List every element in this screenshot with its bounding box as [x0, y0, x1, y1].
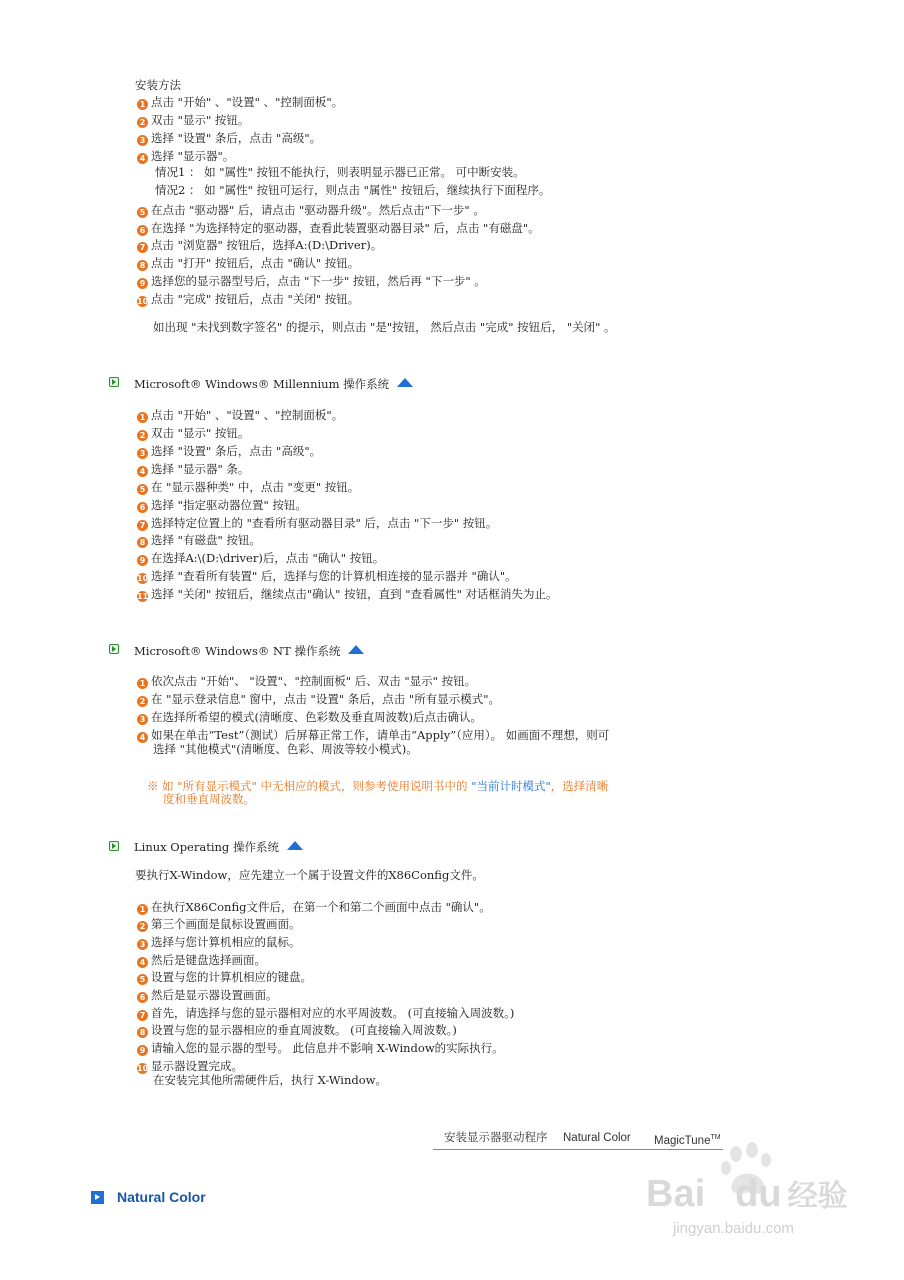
number-badge-icon: 6 [137, 992, 148, 1003]
list-item: 3 选择 "设置" 条后，点击 "高级"。 [137, 443, 321, 459]
install-title: 安装方法 [135, 78, 181, 92]
tab-magictune[interactable]: MagicTune™ [654, 1134, 721, 1147]
timing-mode-link[interactable]: "当前计时模式" [471, 779, 551, 793]
number-badge-icon: 1 [137, 678, 148, 689]
list-item: 9 在选择A:\(D:\driver)后，点击 "确认" 按钮。 [137, 550, 384, 566]
number-badge-icon: 10 [137, 297, 149, 306]
number-badge-icon: 3 [137, 939, 148, 950]
case-2-text: 情况2 ： 如 "属性" 按钮可运行，则点击 "属性" 按钮后，继续执行下面程序。 [155, 183, 551, 197]
number-badge-icon: 3 [137, 448, 148, 459]
list-item: 1 在执行X86Config文件后，在第一个和第二个画面中点击 "确认"。 [137, 899, 491, 915]
list-item: 2 在 "显示登录信息" 窗中，点击 "设置" 条后，点击 "所有显示模式"。 [137, 691, 500, 707]
list-item: 4 然后是键盘选择画面。 [137, 952, 266, 968]
section-play-icon [91, 1191, 104, 1204]
number-badge-icon: 3 [137, 135, 148, 146]
watermark-brand: Bai du 经验 [646, 1173, 848, 1215]
list-item: 7 点击 "浏览器" 按钮后，选择A:(D:\Driver)。 [137, 237, 382, 253]
back-to-top-icon[interactable] [287, 841, 303, 850]
number-badge-icon: 10 [137, 1064, 149, 1073]
number-badge-icon: 7 [137, 242, 148, 253]
number-badge-icon: 5 [137, 484, 148, 495]
number-badge-icon: 6 [137, 502, 148, 513]
number-badge-icon: 1 [137, 904, 148, 915]
list-item: 9 选择您的显示器型号后，点击 "下一步" 按钮，然后再 "下一步" 。 [137, 273, 486, 289]
list-item: 4 如果在单击“Test”（测试）后屏幕正常工作，请单击“Apply”（应用）。 如画面不理想，则可 [137, 727, 609, 743]
list-item: 1 依次点击 "开始"、 "设置"、"控制面板" 后、双击 "显示" 按钮。 [137, 673, 476, 689]
list-item-continuation: 选择 "其他模式"(清晰度、色彩、周波等较小模式)。 [153, 742, 418, 756]
number-badge-icon: 7 [137, 1010, 148, 1021]
section-title-me: Microsoft® Windows® Millennium 操作系统 [134, 376, 413, 392]
list-item: 8 点击 "打开" 按钮后，点击 "确认" 按钮。 [137, 255, 359, 271]
section-arrow-icon [109, 377, 119, 387]
warning-note: ※ 如 "所有显示模式" 中无相应的模式，则参考使用说明书中的 "当前计时模式"，选择清晰 [147, 779, 609, 793]
list-item: 5 在 "显示器种类" 中，点击 "变更" 按钮。 [137, 479, 359, 495]
number-badge-icon: 6 [137, 225, 148, 236]
list-item-continuation: 在安装完其他所需硬件后，执行 X-Window。 [153, 1073, 388, 1087]
list-item: 10 显示器设置完成。 [137, 1059, 243, 1073]
number-badge-icon: 2 [137, 921, 148, 932]
list-item: 6 在选择 "为选择特定的驱动器，查看此装置驱动器目录" 后，点击 "有磁盘"。 [137, 220, 540, 236]
list-item: 6 然后是显示器设置画面。 [137, 987, 278, 1003]
list-item: 4 选择 "显示器" 条。 [137, 461, 249, 477]
list-item: 3 选择 "设置" 条后，点击 "高级"。 [137, 130, 321, 146]
list-item: 11 选择 "关闭" 按钮后，继续点击"确认" 按钮，直到 "查看属性" 对话框消失为止。 [137, 587, 558, 601]
number-badge-icon: 8 [137, 260, 148, 271]
number-badge-icon: 8 [137, 537, 148, 548]
back-to-top-icon[interactable] [348, 645, 364, 654]
case-1-text: 情况1 ： 如 "属性" 按钮不能执行，则表明显示器已正常。 可中断安装。 [155, 165, 525, 179]
back-to-top-icon[interactable] [397, 378, 413, 387]
list-item: 3 在选择所希望的模式(清晰度、色彩数及垂直周波数)后点击确认。 [137, 709, 482, 725]
number-badge-icon: 2 [137, 696, 148, 707]
number-badge-icon: 10 [137, 574, 149, 583]
list-item: 2 双击 "显示" 按钮。 [137, 425, 249, 441]
list-item: 8 设置与您的显示器相应的垂直周波数。 (可直接输入周波数。) [137, 1022, 457, 1038]
number-badge-icon: 9 [137, 555, 148, 566]
number-badge-icon: 11 [137, 592, 149, 601]
tab-install-driver[interactable]: 安装显示器驱动程序 [444, 1132, 548, 1144]
list-item: 7 首先，请选择与您的显示器相对应的水平周波数。 (可直接输入周波数。) [137, 1005, 514, 1021]
warning-note-continuation: 度和垂直周波数。 [163, 792, 255, 806]
number-badge-icon: 7 [137, 520, 148, 531]
number-badge-icon: 3 [137, 714, 148, 725]
linux-intro: 要执行X-Window，应先建立一个属于设置文件的X86Config文件。 [135, 868, 484, 882]
number-badge-icon: 2 [137, 117, 148, 128]
section-arrow-icon [109, 644, 119, 654]
number-badge-icon: 1 [137, 412, 148, 423]
list-item: 10 点击 "完成" 按钮后，点击 "关闭" 按钮。 [137, 292, 360, 306]
watermark-url: jingyan.baidu.com [673, 1220, 794, 1237]
natural-color-heading: Natural Color [117, 1189, 206, 1205]
tab-natural-color[interactable]: Natural Color [563, 1132, 631, 1144]
list-item: 6 选择 "指定驱动器位置" 按钮。 [137, 497, 307, 513]
number-badge-icon: 4 [137, 957, 148, 968]
number-badge-icon: 4 [137, 466, 148, 477]
number-badge-icon: 5 [137, 974, 148, 985]
signature-note: 如出现 "未找到数字签名" 的提示，则点击 "是"按钮， 然后点击 "完成" 按钮后， "关闭" 。 [153, 320, 616, 334]
list-item: 1 点击 "开始" 、"设置" 、"控制面板"。 [137, 407, 343, 423]
number-badge-icon: 1 [137, 99, 148, 110]
tab-divider [433, 1149, 723, 1150]
list-item: 5 在点击 "驱动器" 后，请点击 "驱动器升级"。然后点击"下一步" 。 [137, 202, 485, 218]
number-badge-icon: 8 [137, 1027, 148, 1038]
number-badge-icon: 2 [137, 430, 148, 441]
section-arrow-icon [109, 841, 119, 851]
list-item: 3 选择与您计算机相应的鼠标。 [137, 934, 301, 950]
number-badge-icon: 4 [137, 153, 148, 164]
list-item: 9 请输入您的显示器的型号。 此信息并不影响 X-Window的实际执行。 [137, 1040, 504, 1056]
number-badge-icon: 4 [137, 732, 148, 743]
section-title-nt: Microsoft® Windows® NT 操作系统 [134, 643, 364, 659]
list-item: 1 点击 "开始" 、"设置" 、"控制面板"。 [137, 94, 343, 110]
list-item: 5 设置与您的计算机相应的键盘。 [137, 969, 312, 985]
list-item: 2 双击 "显示" 按钮。 [137, 112, 249, 128]
number-badge-icon: 9 [137, 278, 148, 289]
number-badge-icon: 5 [137, 207, 148, 218]
list-item: 2 第三个画面是鼠标设置画面。 [137, 916, 301, 932]
number-badge-icon: 9 [137, 1045, 148, 1056]
list-item: 10 选择 "查看所有装置" 后，选择与您的计算机相连接的显示器并 "确认"。 [137, 569, 517, 583]
section-title-linux: Linux Operating 操作系统 [134, 839, 303, 855]
list-item: 4 选择 "显示器"。 [137, 148, 234, 164]
list-item: 7 选择特定位置上的 "查看所有驱动器目录" 后，点击 "下一步" 按钮。 [137, 515, 497, 531]
list-item: 8 选择 "有磁盘" 按钮。 [137, 532, 261, 548]
